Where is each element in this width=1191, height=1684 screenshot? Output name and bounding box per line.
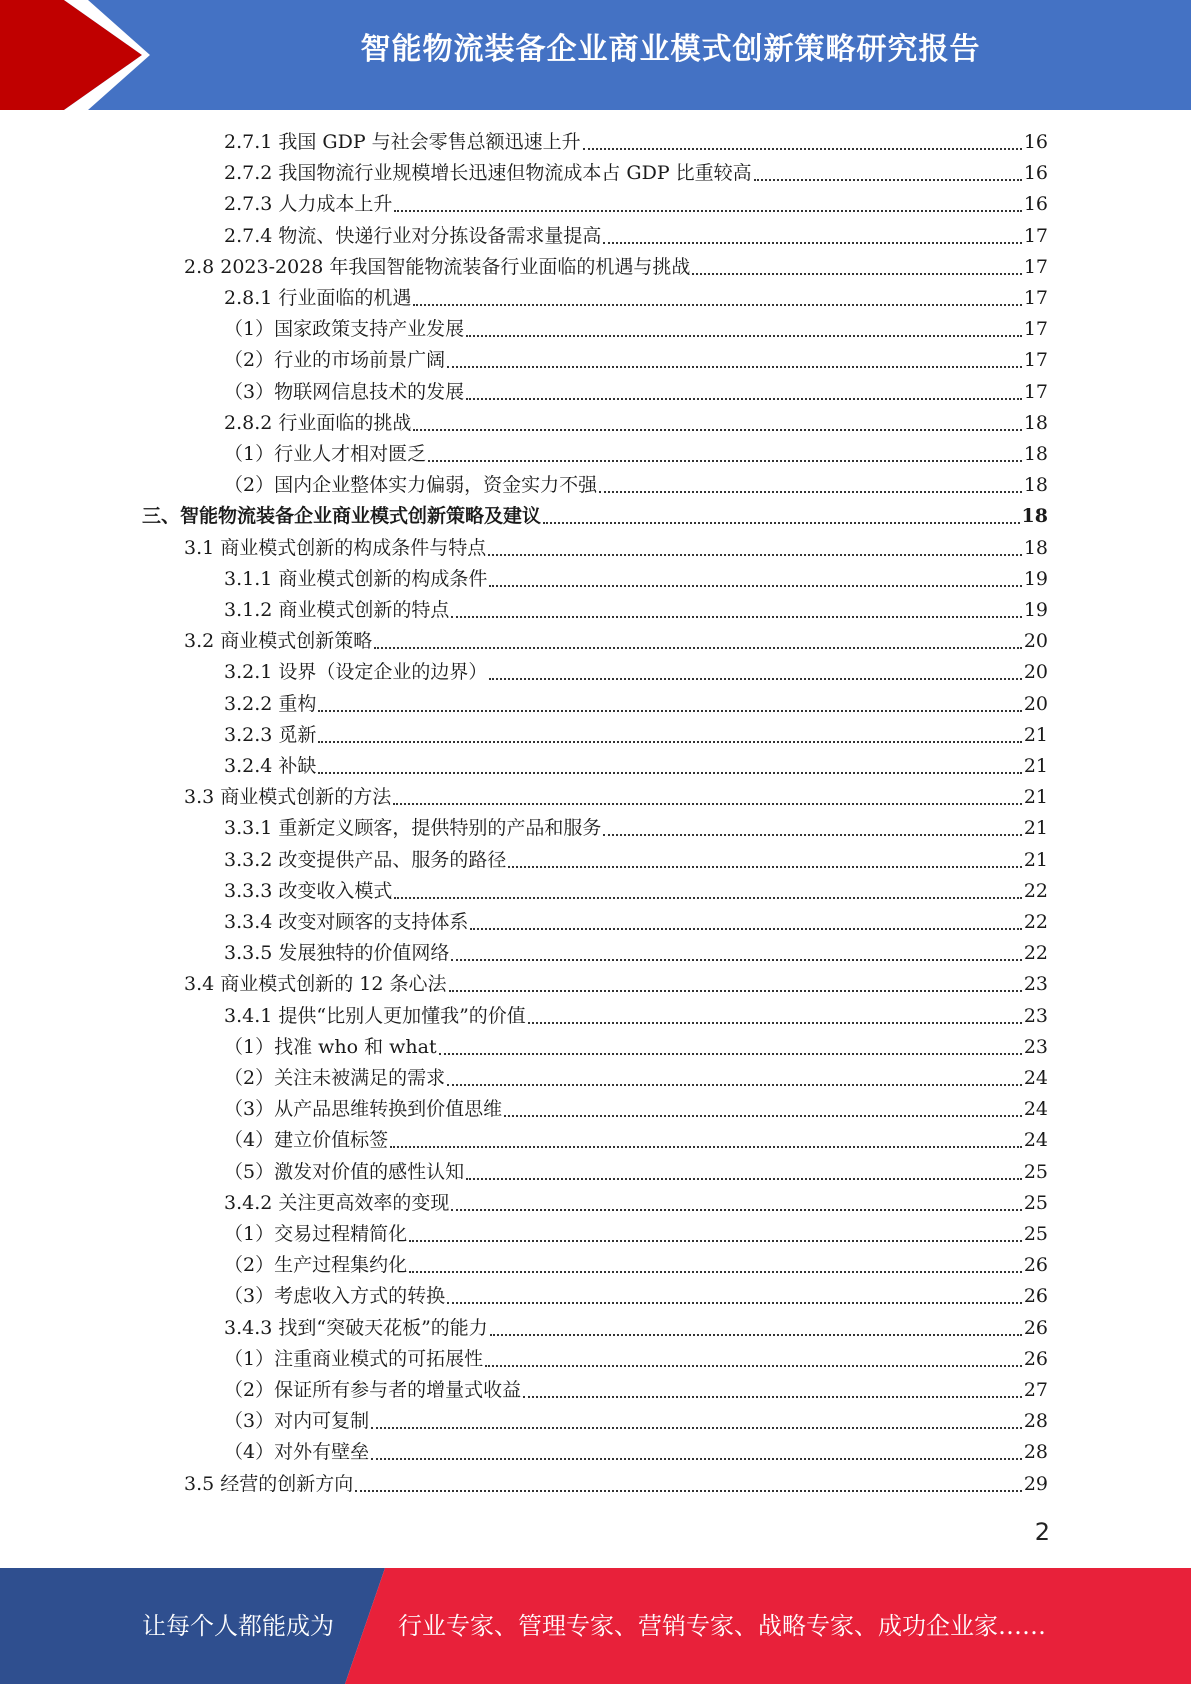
report-title: 智能物流装备企业商业模式创新策略研究报告 — [360, 32, 981, 67]
toc-entry-page: 17 — [1023, 380, 1048, 403]
toc-entry-label: 3.1.1 商业模式创新的构成条件 — [224, 567, 488, 590]
toc-entry-page: 26 — [1023, 1285, 1048, 1308]
toc-entry[interactable] — [184, 533, 1048, 564]
toc-entry[interactable] — [224, 1281, 1048, 1312]
toc-entry[interactable] — [184, 626, 1048, 657]
toc-entry-page: 19 — [1023, 599, 1048, 621]
toc-entry-page: 21 — [1023, 848, 1048, 871]
toc-entry[interactable] — [224, 470, 1048, 501]
toc-dot-leader — [470, 928, 1021, 930]
toc-dot-leader — [488, 554, 1022, 556]
toc-entry-page: 20 — [1023, 692, 1048, 715]
toc-entry-page: 22 — [1023, 879, 1048, 902]
toc-dot-leader — [355, 1490, 1022, 1492]
toc-entry[interactable] — [224, 813, 1048, 844]
toc-entry[interactable] — [224, 720, 1048, 751]
toc-entry[interactable] — [224, 1063, 1048, 1094]
toc-entry-page: 16 — [1023, 131, 1048, 153]
toc-entry-label: （1）注重商业模式的可拓展性 — [224, 1347, 484, 1370]
toc-entry-label: 3.2 商业模式创新策略 — [184, 630, 373, 653]
toc-entry-label: （2）保证所有参与者的增量式收益 — [224, 1379, 522, 1401]
toc-dot-leader — [394, 210, 1021, 212]
toc-entry-label: （4）建立价值标签 — [224, 1129, 389, 1152]
toc-dot-leader — [583, 148, 1022, 150]
toc-entry-page: 24 — [1023, 1067, 1048, 1089]
toc-entry-page: 17 — [1023, 349, 1048, 372]
toc-entry[interactable] — [184, 1469, 1048, 1500]
toc-dot-leader — [428, 460, 1022, 462]
toc-entry-page: 28 — [1023, 1410, 1048, 1433]
toc-entry-page: 21 — [1023, 817, 1048, 840]
toc-entry[interactable] — [224, 189, 1048, 220]
toc-entry[interactable] — [224, 1125, 1048, 1156]
toc-dot-leader — [371, 1458, 1022, 1460]
toc-entry-label: （3）从产品思维转换到价值思维 — [224, 1098, 503, 1121]
toc-dot-leader — [489, 585, 1021, 587]
toc-entry-label: （5）激发对价值的感性认知 — [224, 1160, 465, 1183]
toc-entry-label: 3.3.5 发展独特的价值网络 — [224, 942, 450, 965]
toc-entry[interactable] — [224, 1157, 1048, 1188]
page-number: 2 — [1034, 1518, 1050, 1546]
toc-entry[interactable] — [224, 408, 1048, 439]
toc-dot-leader — [409, 1271, 1022, 1273]
toc-dot-leader — [447, 366, 1022, 368]
toc-entry-label: 3.4.1 提供“比别人更加懂我”的价值 — [224, 1004, 526, 1027]
toc-entry-label: （2）行业的市场前景广阔 — [224, 349, 446, 372]
toc-entry-page: 20 — [1023, 661, 1048, 684]
toc-entry-page: 18 — [1023, 536, 1048, 559]
toc-entry[interactable] — [224, 1188, 1048, 1219]
toc-entry-label: （3）对内可复制 — [224, 1410, 370, 1433]
toc-entry[interactable] — [184, 969, 1048, 1000]
toc-entry-page: 18 — [1023, 474, 1048, 497]
toc-entry-label: （2）关注未被满足的需求 — [224, 1067, 446, 1089]
toc-entry-page: 22 — [1023, 942, 1048, 965]
toc-entry-label: 3.1.2 商业模式创新的特点 — [224, 599, 450, 621]
toc-entry-label: （4）对外有壁垒 — [224, 1441, 370, 1464]
toc-entry-label: （3）考虑收入方式的转换 — [224, 1285, 446, 1308]
toc-entry-page: 21 — [1023, 786, 1048, 809]
toc-entry-label: 3.3 商业模式创新的方法 — [184, 786, 392, 809]
toc-dot-leader — [447, 1302, 1022, 1304]
toc-entry-label: 3.4.3 找到“突破天花板”的能力 — [224, 1316, 488, 1339]
toc-dot-leader — [603, 834, 1021, 836]
toc-entry-page: 17 — [1023, 287, 1048, 309]
toc-entry-page: 27 — [1023, 1379, 1048, 1401]
toc-dot-leader — [543, 522, 1020, 524]
toc-dot-leader — [439, 1053, 1022, 1055]
toc-entry-page: 26 — [1023, 1254, 1048, 1277]
toc-dot-leader — [599, 491, 1022, 493]
toc-entry[interactable] — [224, 907, 1048, 938]
toc-entry-label: 3.4.2 关注更高效率的变现 — [224, 1191, 450, 1214]
toc-dot-leader — [490, 1334, 1022, 1336]
toc-entry-label: （2）国内企业整体实力偏弱，资金实力不强 — [224, 474, 598, 497]
toc-dot-leader — [449, 990, 1022, 992]
toc-entry-page: 16 — [1023, 162, 1048, 185]
toc-entry-label: （1）找准 who 和 what — [224, 1035, 437, 1058]
toc-entry-label: 3.2.3 觅新 — [224, 723, 317, 746]
toc-entry-page: 16 — [1023, 193, 1048, 216]
toc-dot-leader — [409, 1240, 1022, 1242]
toc-dot-leader — [489, 678, 1021, 680]
toc-dot-leader — [318, 772, 1021, 774]
toc-dot-leader — [466, 398, 1022, 400]
toc-entry-page: 18 — [1023, 411, 1048, 434]
toc-entry-label: 2.7.2 我国物流行业规模增长迅速但物流成本占 GDP 比重较高 — [224, 162, 752, 185]
toc-entry-label: 2.8 2023-2028 年我国智能物流装备行业面临的机遇与挑战 — [184, 255, 691, 278]
toc-entry[interactable] — [224, 751, 1048, 782]
toc-entry-page: 21 — [1023, 723, 1048, 746]
toc-entry[interactable] — [184, 252, 1048, 283]
toc-entry[interactable] — [224, 1437, 1048, 1468]
toc-entry-label: 2.8.2 行业面临的挑战 — [224, 411, 412, 434]
toc-entry[interactable] — [224, 845, 1048, 876]
toc-entry[interactable] — [224, 221, 1048, 252]
toc-entry[interactable] — [142, 501, 1048, 532]
toc-entry[interactable] — [224, 657, 1048, 688]
toc-dot-leader — [754, 179, 1022, 181]
toc-dot-leader — [318, 710, 1021, 712]
toc-dot-leader — [447, 1084, 1022, 1086]
toc-entry-label: 3.4 商业模式创新的 12 条心法 — [184, 973, 447, 996]
toc-entry-label: （1）国家政策支持产业发展 — [224, 318, 465, 341]
toc-entry[interactable] — [224, 158, 1048, 189]
toc-entry-page: 25 — [1023, 1160, 1048, 1183]
toc-dot-leader — [451, 959, 1021, 961]
toc-entry[interactable] — [224, 1344, 1048, 1375]
toc-dot-leader — [413, 304, 1021, 306]
toc-dot-leader — [371, 1427, 1022, 1429]
toc-entry[interactable] — [224, 1094, 1048, 1125]
toc-entry-page: 24 — [1023, 1129, 1048, 1152]
toc-entry[interactable] — [184, 782, 1048, 813]
toc-entry-page: 23 — [1023, 1035, 1048, 1058]
toc-dot-leader — [394, 897, 1021, 899]
toc-entry-page: 26 — [1023, 1347, 1048, 1370]
toc-entry[interactable] — [224, 595, 1048, 626]
toc-entry-label: 3.2.4 补缺 — [224, 755, 317, 777]
toc-entry[interactable] — [224, 377, 1048, 408]
toc-dot-leader — [692, 273, 1021, 275]
toc-entry-page: 25 — [1023, 1223, 1048, 1245]
toc-entry[interactable] — [224, 1375, 1048, 1406]
toc-entry-label: 2.7.4 物流、快递行业对分拣设备需求量提高 — [224, 224, 602, 247]
toc-entry[interactable] — [224, 1001, 1048, 1032]
toc-entry-page: 22 — [1023, 911, 1048, 933]
toc-dot-leader — [451, 616, 1021, 618]
toc-entry[interactable] — [224, 314, 1048, 345]
toc-entry[interactable] — [224, 938, 1048, 969]
toc-entry-label: 3.3.3 改变收入模式 — [224, 879, 393, 902]
page-footer — [0, 1568, 1191, 1684]
toc-entry-page: 20 — [1023, 630, 1048, 653]
toc-entry[interactable] — [224, 439, 1048, 470]
toc-dot-leader — [393, 803, 1022, 805]
toc-dot-leader — [466, 1178, 1022, 1180]
footer-slogan-right: 行业专家、管理专家、营销专家、战略专家、成功企业家…… — [398, 1612, 1046, 1640]
toc-dot-leader — [413, 429, 1021, 431]
toc-entry-page: 26 — [1023, 1316, 1048, 1339]
toc-entry[interactable] — [224, 1032, 1048, 1063]
toc-dot-leader — [528, 1022, 1022, 1024]
toc-dot-leader — [374, 647, 1022, 649]
footer-slogan-left: 让每个人都能成为 — [142, 1612, 334, 1640]
page-header — [0, 0, 1191, 110]
toc-entry-label: 2.7.1 我国 GDP 与社会零售总额迅速上升 — [224, 131, 581, 153]
toc-entry-page: 28 — [1023, 1441, 1048, 1464]
toc-entry-label: 3.2.2 重构 — [224, 692, 317, 715]
toc-entry-page: 17 — [1023, 224, 1048, 247]
toc-entry-label: 3.3.2 改变提供产品、服务的路径 — [224, 848, 507, 871]
toc-entry-page: 18 — [1021, 505, 1048, 528]
toc-dot-leader — [390, 1146, 1022, 1148]
toc-dot-leader — [504, 1115, 1022, 1117]
toc-dot-leader — [508, 866, 1021, 868]
toc-dot-leader — [318, 741, 1021, 743]
toc-entry-page: 19 — [1023, 567, 1048, 590]
toc-entry-label: （1）行业人才相对匮乏 — [224, 443, 427, 465]
toc-entry-label: 3.1 商业模式创新的构成条件与特点 — [184, 536, 487, 559]
toc-entry-page: 23 — [1023, 973, 1048, 996]
toc-entry-label: 2.7.3 人力成本上升 — [224, 193, 393, 216]
toc-entry[interactable] — [224, 564, 1048, 595]
toc-dot-leader — [466, 335, 1022, 337]
toc-dot-leader — [523, 1396, 1022, 1398]
toc-entry[interactable] — [224, 1406, 1048, 1437]
toc-entry-label: 2.8.1 行业面临的机遇 — [224, 287, 412, 309]
toc-entry[interactable] — [224, 345, 1048, 376]
toc-entry-label: 三、智能物流装备企业商业模式创新策略及建议 — [142, 505, 542, 528]
toc-entry-page: 21 — [1023, 755, 1048, 777]
toc-entry[interactable] — [224, 1250, 1048, 1281]
toc-entry-label: （3）物联网信息技术的发展 — [224, 380, 465, 403]
toc-entry-label: 3.2.1 设界（设定企业的边界） — [224, 661, 488, 684]
toc-entry-label: （1）交易过程精简化 — [224, 1223, 408, 1245]
toc-entry[interactable] — [224, 127, 1048, 158]
toc-entry-label: 3.5 经营的创新方向 — [184, 1472, 354, 1495]
toc-dot-leader — [451, 1209, 1021, 1211]
toc-entry-label: （2）生产过程集约化 — [224, 1254, 408, 1277]
toc-entry-page: 24 — [1023, 1098, 1048, 1121]
toc-entry[interactable] — [224, 283, 1048, 314]
toc-entry-page: 17 — [1023, 255, 1048, 278]
toc-entry-label: 3.3.1 重新定义顾客，提供特别的产品和服务 — [224, 817, 602, 840]
toc-entry-page: 29 — [1023, 1472, 1048, 1495]
toc-entry-page: 18 — [1023, 443, 1048, 465]
toc-entry-page: 17 — [1023, 318, 1048, 341]
toc-entry-page: 23 — [1023, 1004, 1048, 1027]
toc-entry[interactable] — [224, 876, 1048, 907]
toc-entry[interactable] — [224, 689, 1048, 720]
toc-entry[interactable] — [224, 1219, 1048, 1250]
toc-dot-leader — [485, 1365, 1022, 1367]
toc-dot-leader — [603, 242, 1021, 244]
toc-entry-label: 3.3.4 改变对顾客的支持体系 — [224, 911, 469, 933]
toc-entry[interactable] — [224, 1313, 1048, 1344]
toc-entry-page: 25 — [1023, 1191, 1048, 1214]
